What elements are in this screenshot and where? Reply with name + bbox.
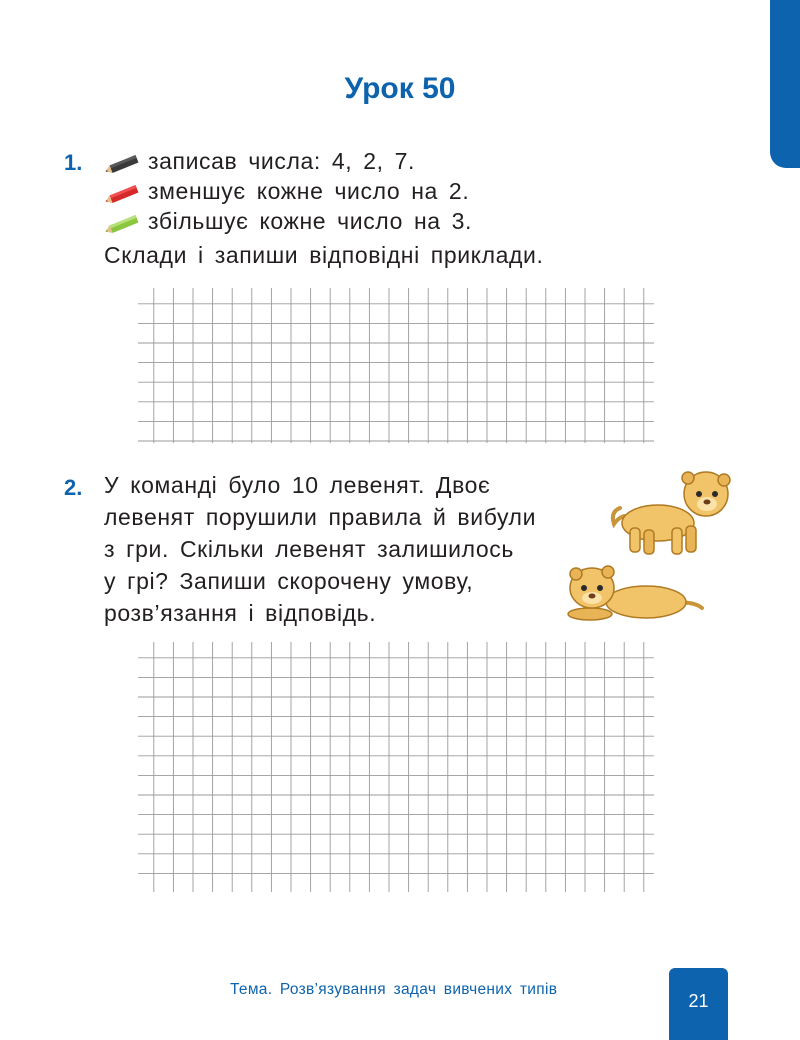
- task-1-number: 1.: [64, 150, 83, 175]
- lying-lion-cub-illustration: [560, 560, 710, 622]
- task-1-line-4: Склади і запиши відповідні приклади.: [104, 242, 544, 268]
- task-1-line-1: записав числа: 4, 2, 7.: [148, 148, 415, 174]
- task-1-line-2: зменшує кожне число на 2.: [148, 178, 470, 204]
- task-2-number: 2.: [64, 475, 83, 500]
- answer-grid-1[interactable]: [138, 288, 654, 443]
- task-2-line-1: У команді було 10 левенят. Двоє: [104, 472, 491, 498]
- task-1-line-3: збільшує кожне число на 3.: [148, 208, 473, 234]
- task-2-line-5: розв’язання і відповідь.: [104, 600, 377, 626]
- red-pencil-icon: [104, 183, 144, 205]
- page-number: 21: [669, 968, 728, 1040]
- task-2-line-3: з гри. Скільки левенят залишилось: [104, 536, 514, 562]
- black-pencil-icon: [104, 153, 144, 175]
- lesson-title: Урок 50: [344, 72, 456, 105]
- green-pencil-icon: [104, 213, 144, 235]
- answer-grid-2[interactable]: [138, 642, 654, 892]
- footer-topic: Тема. Розв’язування задач вивчених типів: [230, 981, 558, 998]
- task-2-line-4: у грі? Запиши скорочену умову,: [104, 568, 474, 594]
- task-2-line-2: левенят порушили правила й вибули: [104, 504, 537, 530]
- standing-lion-cub-illustration: [610, 468, 732, 560]
